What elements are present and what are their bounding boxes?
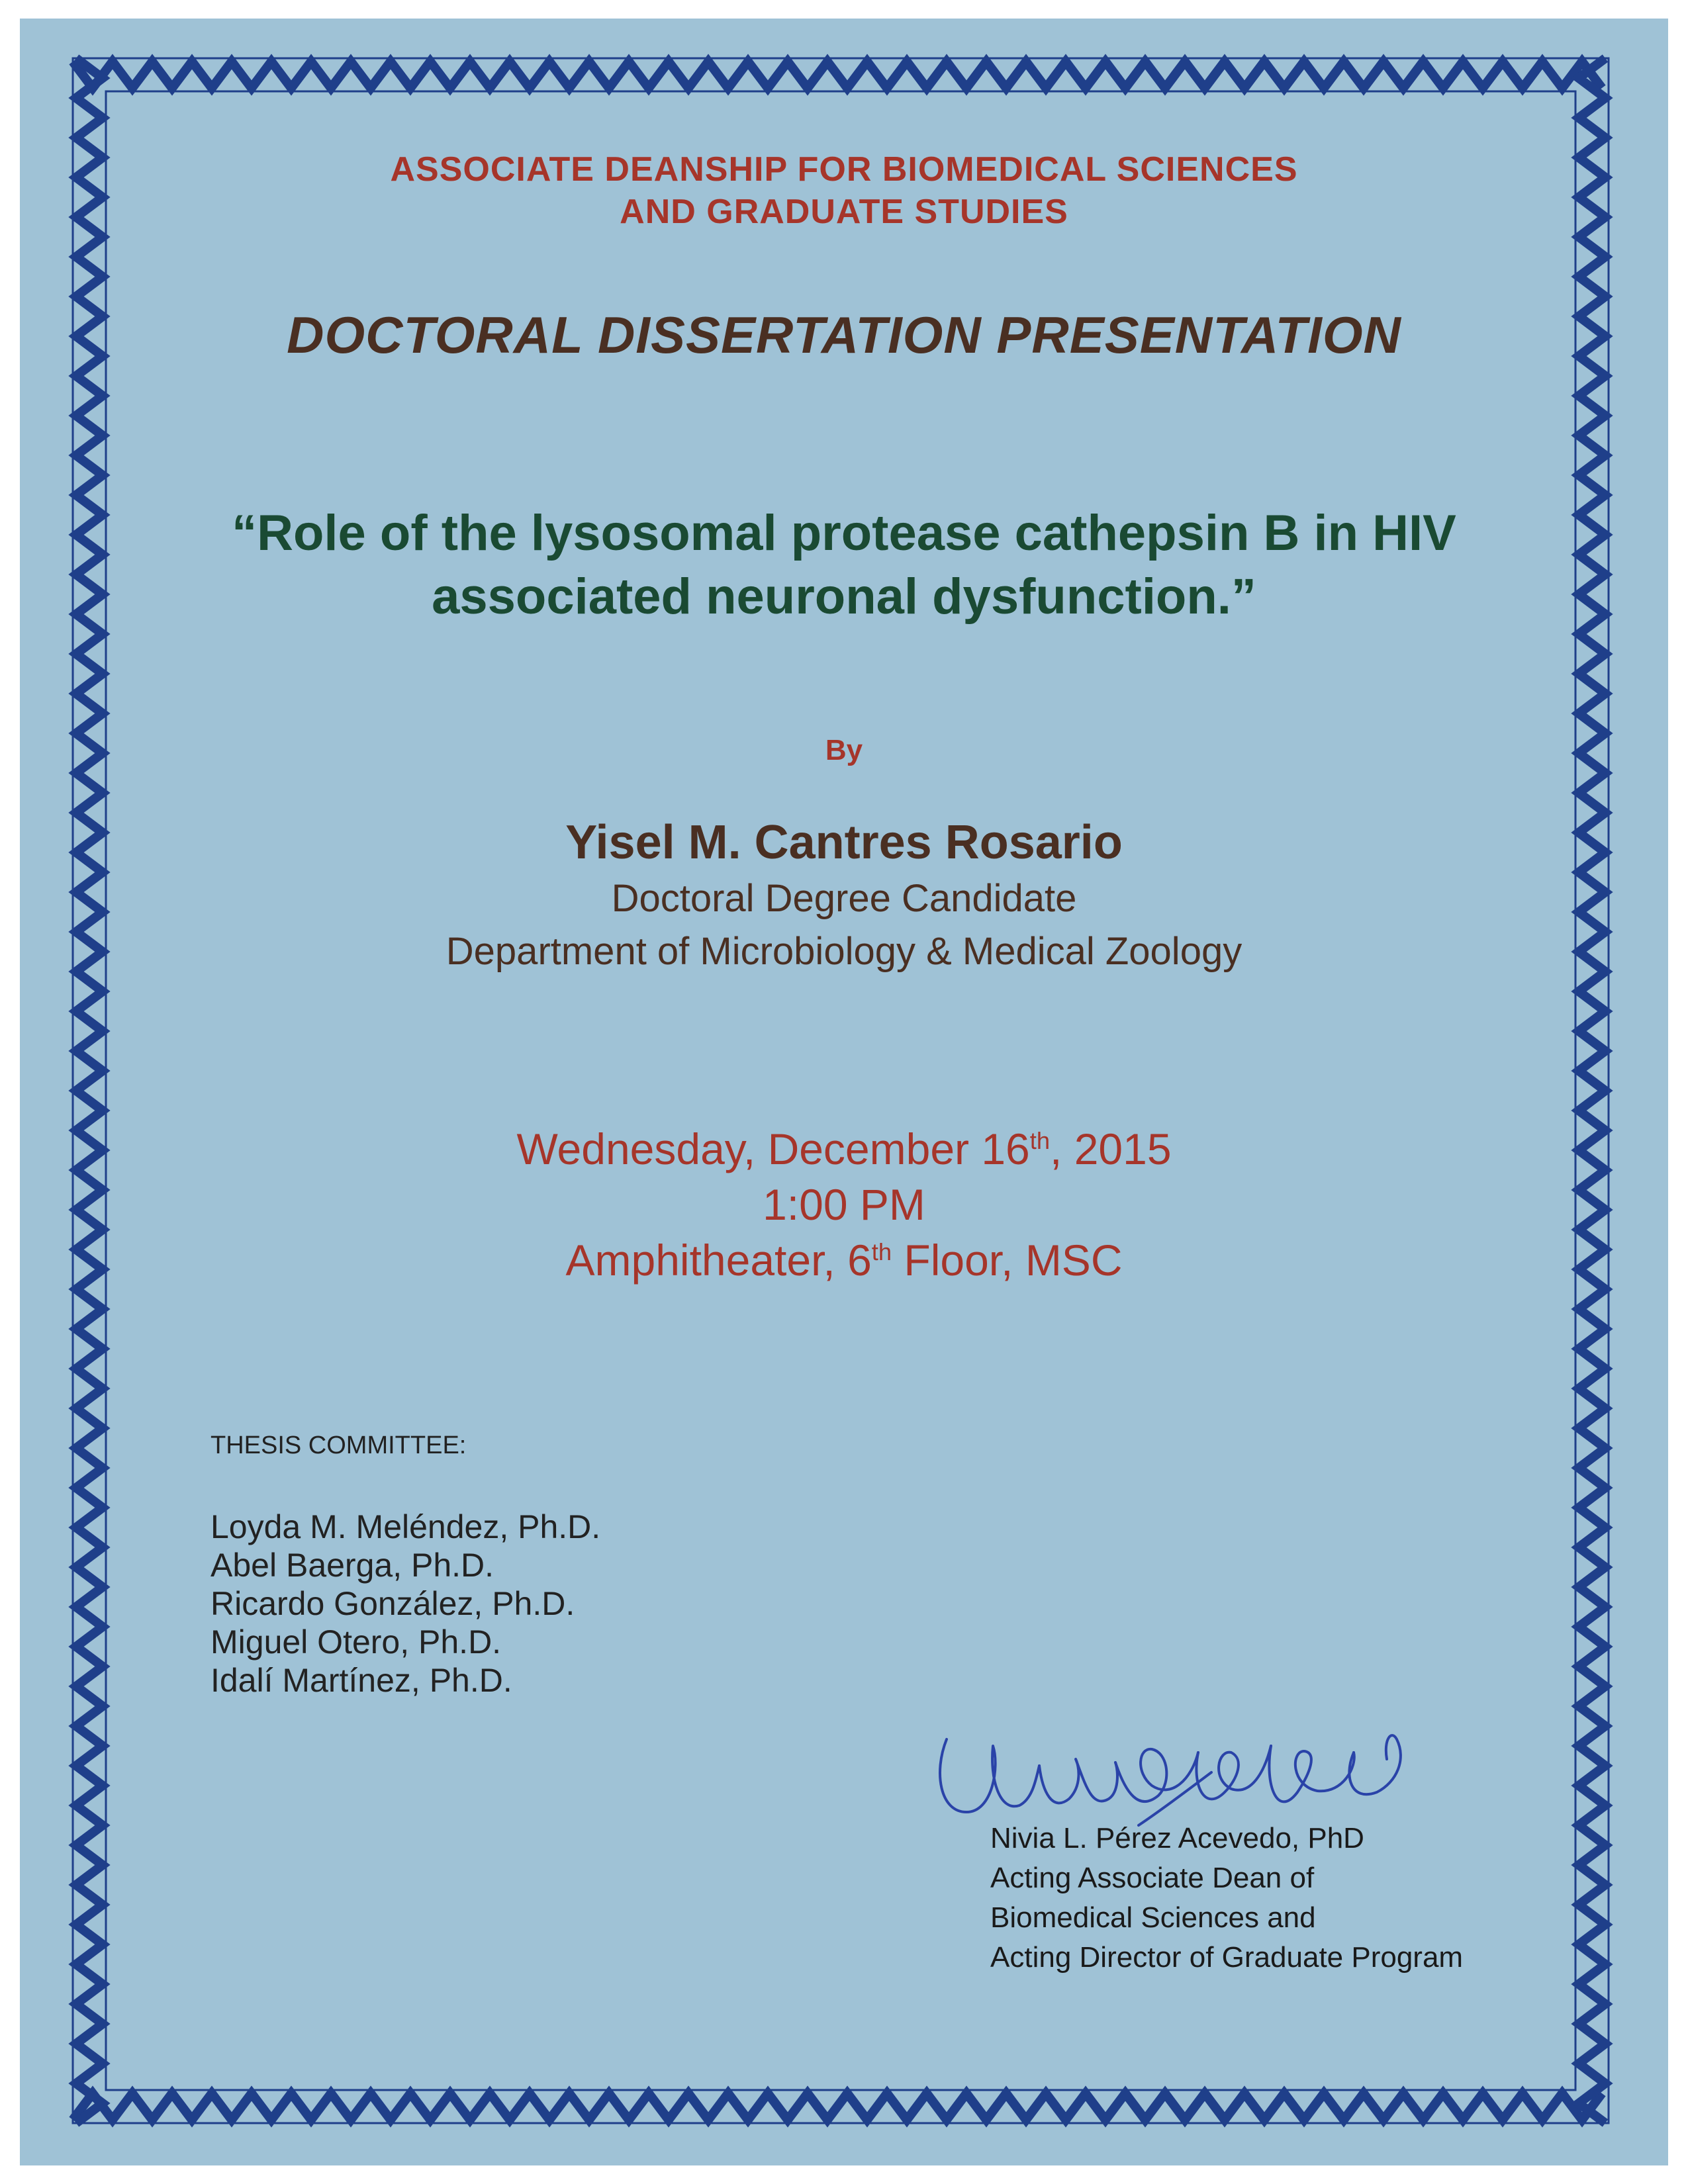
event-date [20, 1122, 1668, 1175]
thesis-committee [211, 1430, 600, 1700]
flyer-sheet [20, 19, 1668, 2165]
event-venue-floor: Floor, MSC [892, 1236, 1123, 1285]
header-line-1: ASSOCIATE DEANSHIP FOR BIOMEDICAL SCIENCES [390, 150, 1298, 189]
event-date-ordinal: th [1029, 1127, 1051, 1154]
signer-title-line-2: Biomedical Sciences and [990, 1901, 1316, 1934]
signer-title-line-3: Acting Director of Graduate Program [990, 1941, 1464, 1974]
dissertation-title-line-2: associated neuronal dysfunction.” [432, 569, 1256, 625]
border-zigzag-left [76, 58, 103, 2123]
by-label: By [825, 734, 863, 766]
signer-title-line-1: Acting Associate Dean of [990, 1862, 1315, 1894]
event-venue-ordinal: th [871, 1238, 892, 1265]
presenter-department: Department of Microbiology & Medical Zoology [445, 930, 1243, 973]
committee-member: Ricardo González, Ph.D. [211, 1585, 575, 1622]
event-date-main: Wednesday, December 16 [516, 1124, 1030, 1173]
signer-name: Nivia L. Pérez Acevedo, PhD [990, 1822, 1364, 1854]
event-date-year: , 2015 [1050, 1124, 1172, 1173]
committee-heading: THESIS COMMITTEE: [211, 1432, 467, 1459]
border-zigzag-top [73, 62, 1602, 88]
border-zigzag-right [1579, 58, 1605, 2123]
committee-member: Loyda M. Meléndez, Ph.D. [211, 1508, 601, 1545]
dissertation-title-line-1: “Role of the lysosomal protease cathepsin B in HIV [232, 505, 1456, 561]
presenter-role: Doctoral Degree Candidate [611, 877, 1077, 920]
committee-member: Miguel Otero, Ph.D. [211, 1623, 502, 1661]
border-zigzag-bottom [73, 2093, 1602, 2120]
committee-member: Abel Baerga, Ph.D. [211, 1547, 494, 1584]
event-venue [20, 1234, 1668, 1287]
committee-member: Idalí Martínez, Ph.D. [211, 1662, 512, 1699]
event-type-heading: DOCTORAL DISSERTATION PRESENTATION [287, 306, 1401, 364]
signer-block [990, 1819, 1463, 1978]
event-venue-main: Amphitheater, 6 [565, 1236, 872, 1285]
presenter-name: Yisel M. Cantres Rosario [565, 816, 1123, 869]
header-line-2: AND GRADUATE STUDIES [620, 193, 1068, 231]
event-time: 1:00 PM [763, 1180, 925, 1229]
